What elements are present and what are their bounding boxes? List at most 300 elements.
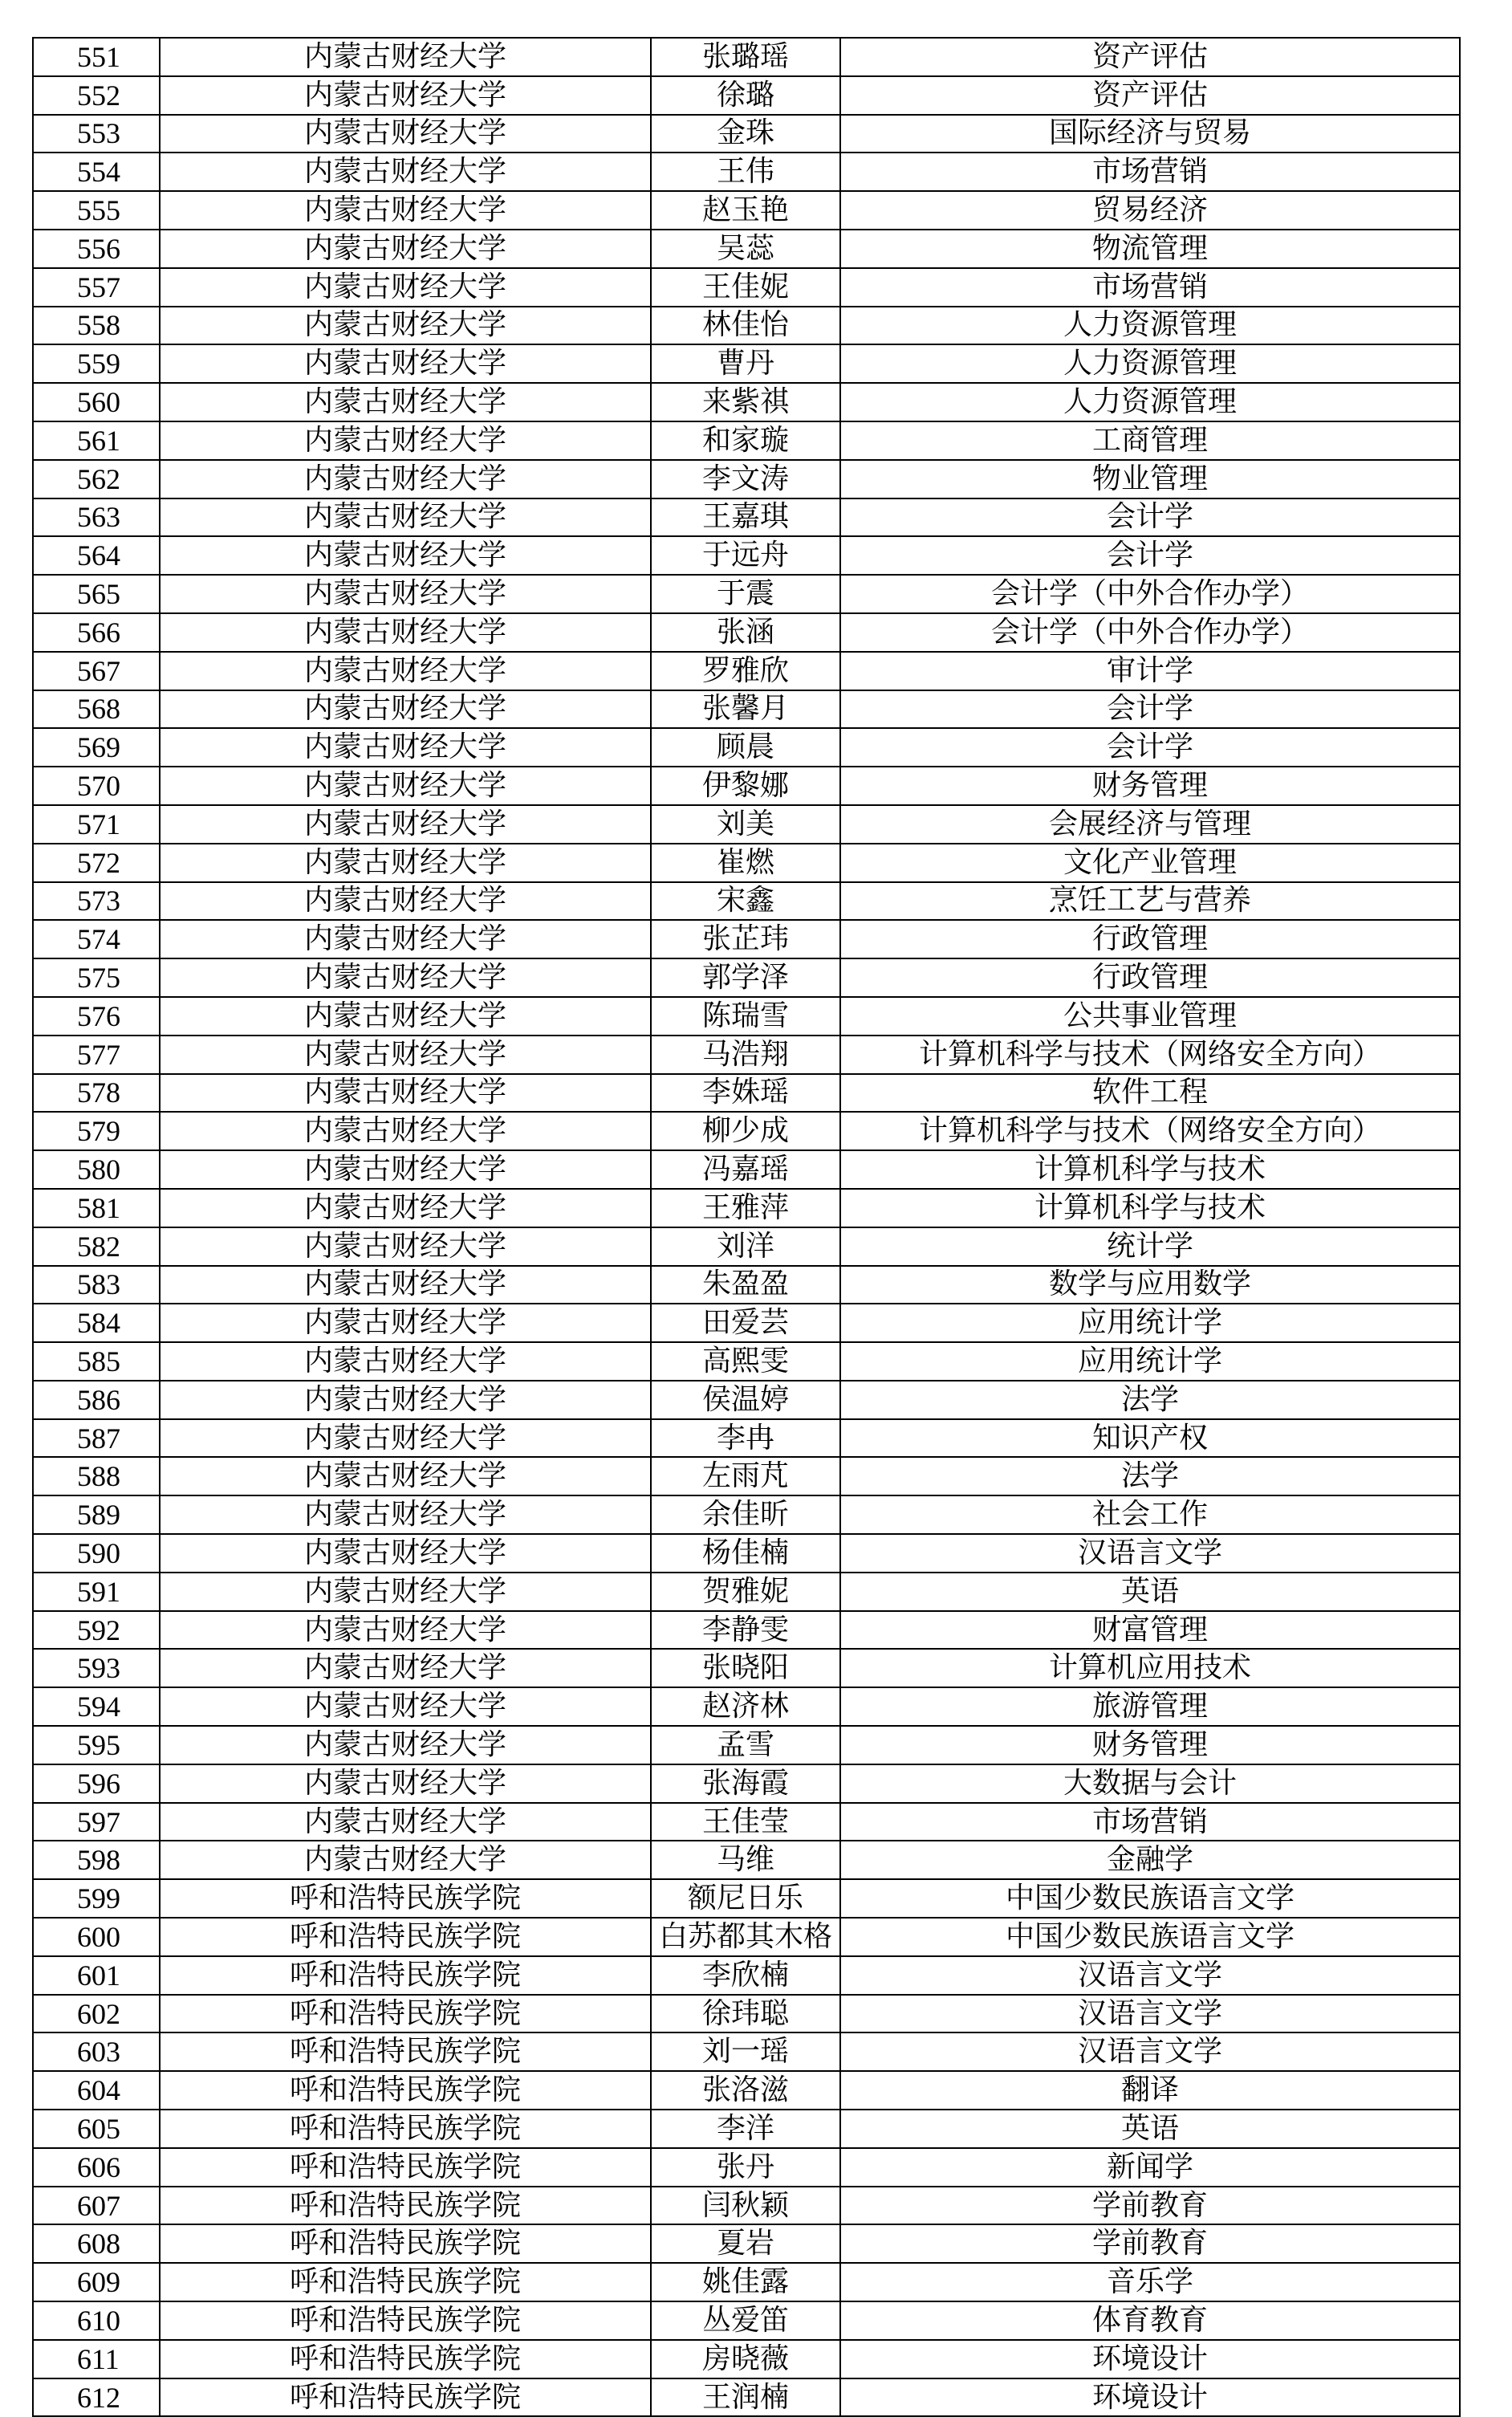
school-cell: 内蒙古财经大学	[160, 767, 651, 805]
student-name-cell: 刘美	[651, 805, 840, 844]
school-cell: 内蒙古财经大学	[160, 1150, 651, 1189]
row-number-cell: 555	[33, 191, 160, 230]
row-number-cell: 605	[33, 2110, 160, 2148]
school-cell: 内蒙古财经大学	[160, 498, 651, 537]
table-row	[33, 767, 1460, 805]
row-number-cell: 558	[33, 307, 160, 345]
school-cell: 内蒙古财经大学	[160, 1189, 651, 1227]
school-cell: 呼和浩特民族学院	[160, 2148, 651, 2187]
major-cell: 行政管理	[840, 958, 1460, 997]
student-name-cell: 田爱芸	[651, 1304, 840, 1342]
major-cell: 会展经济与管理	[840, 805, 1460, 844]
row-number-cell: 568	[33, 690, 160, 729]
school-cell: 内蒙古财经大学	[160, 1381, 651, 1419]
school-cell: 内蒙古财经大学	[160, 153, 651, 191]
student-name-cell: 张馨月	[651, 690, 840, 729]
major-cell: 财富管理	[840, 1611, 1460, 1650]
major-cell: 英语	[840, 1573, 1460, 1611]
roster-sheet	[32, 37, 1459, 2417]
major-cell: 应用统计学	[840, 1304, 1460, 1342]
table-row	[33, 844, 1460, 882]
table-row	[33, 344, 1460, 383]
table-row	[33, 1266, 1460, 1304]
school-cell: 呼和浩特民族学院	[160, 2032, 651, 2071]
student-name-cell: 于远舟	[651, 536, 840, 575]
major-cell: 人力资源管理	[840, 344, 1460, 383]
row-number-cell: 585	[33, 1342, 160, 1381]
major-cell: 计算机科学与技术（网络安全方向）	[840, 1036, 1460, 1074]
school-cell: 呼和浩特民族学院	[160, 2263, 651, 2301]
major-cell: 人力资源管理	[840, 383, 1460, 421]
row-number-cell: 606	[33, 2148, 160, 2187]
school-cell: 内蒙古财经大学	[160, 652, 651, 690]
school-cell: 内蒙古财经大学	[160, 1227, 651, 1266]
table-row	[33, 1112, 1460, 1150]
table-row	[33, 690, 1460, 729]
row-number-cell: 596	[33, 1764, 160, 1803]
student-name-cell: 柳少成	[651, 1112, 840, 1150]
student-name-cell: 马维	[651, 1841, 840, 1879]
row-number-cell: 566	[33, 613, 160, 652]
table-row	[33, 498, 1460, 537]
table-row	[33, 575, 1460, 613]
major-cell: 计算机应用技术	[840, 1649, 1460, 1687]
major-cell: 计算机科学与技术（网络安全方向）	[840, 1112, 1460, 1150]
school-cell: 内蒙古财经大学	[160, 1841, 651, 1879]
table-row	[33, 2340, 1460, 2378]
school-cell: 内蒙古财经大学	[160, 191, 651, 230]
row-number-cell: 557	[33, 268, 160, 307]
major-cell: 物流管理	[840, 230, 1460, 268]
major-cell: 工商管理	[840, 421, 1460, 460]
school-cell: 内蒙古财经大学	[160, 115, 651, 153]
student-name-cell: 杨佳楠	[651, 1534, 840, 1573]
student-name-cell: 张丹	[651, 2148, 840, 2187]
row-number-cell: 574	[33, 920, 160, 958]
major-cell: 新闻学	[840, 2148, 1460, 2187]
school-cell: 内蒙古财经大学	[160, 1266, 651, 1304]
row-number-cell: 586	[33, 1381, 160, 1419]
major-cell: 行政管理	[840, 920, 1460, 958]
row-number-cell: 567	[33, 652, 160, 690]
student-name-cell: 夏岩	[651, 2224, 840, 2263]
student-name-cell: 郭学泽	[651, 958, 840, 997]
student-name-cell: 王伟	[651, 153, 840, 191]
row-number-cell: 600	[33, 1918, 160, 1956]
student-name-cell: 张璐瑶	[651, 38, 840, 76]
row-number-cell: 565	[33, 575, 160, 613]
student-name-cell: 额尼日乐	[651, 1879, 840, 1918]
table-row	[33, 307, 1460, 345]
table-row	[33, 460, 1460, 498]
major-cell: 市场营销	[840, 268, 1460, 307]
major-cell: 中国少数民族语言文学	[840, 1879, 1460, 1918]
roster-table-body	[33, 38, 1460, 2416]
row-number-cell: 552	[33, 76, 160, 115]
school-cell: 内蒙古财经大学	[160, 76, 651, 115]
major-cell: 贸易经济	[840, 191, 1460, 230]
school-cell: 内蒙古财经大学	[160, 421, 651, 460]
row-number-cell: 609	[33, 2263, 160, 2301]
student-name-cell: 张洛滋	[651, 2071, 840, 2110]
major-cell: 旅游管理	[840, 1687, 1460, 1726]
school-cell: 内蒙古财经大学	[160, 1611, 651, 1650]
row-number-cell: 580	[33, 1150, 160, 1189]
major-cell: 公共事业管理	[840, 997, 1460, 1036]
major-cell: 体育教育	[840, 2301, 1460, 2340]
row-number-cell: 590	[33, 1534, 160, 1573]
row-number-cell: 587	[33, 1419, 160, 1458]
row-number-cell: 570	[33, 767, 160, 805]
table-row	[33, 1150, 1460, 1189]
school-cell: 内蒙古财经大学	[160, 38, 651, 76]
student-name-cell: 丛爱笛	[651, 2301, 840, 2340]
table-row	[33, 805, 1460, 844]
roster-table	[32, 37, 1461, 2417]
major-cell: 人力资源管理	[840, 307, 1460, 345]
school-cell: 内蒙古财经大学	[160, 882, 651, 921]
table-row	[33, 2378, 1460, 2417]
student-name-cell: 左雨芃	[651, 1457, 840, 1495]
student-name-cell: 张海霞	[651, 1764, 840, 1803]
major-cell: 计算机科学与技术	[840, 1189, 1460, 1227]
student-name-cell: 刘洋	[651, 1227, 840, 1266]
row-number-cell: 598	[33, 1841, 160, 1879]
row-number-cell: 588	[33, 1457, 160, 1495]
row-number-cell: 589	[33, 1495, 160, 1534]
major-cell: 统计学	[840, 1227, 1460, 1266]
row-number-cell: 593	[33, 1649, 160, 1687]
major-cell: 学前教育	[840, 2224, 1460, 2263]
table-row	[33, 1381, 1460, 1419]
school-cell: 呼和浩特民族学院	[160, 2301, 651, 2340]
school-cell: 内蒙古财经大学	[160, 1573, 651, 1611]
major-cell: 翻译	[840, 2071, 1460, 2110]
table-row	[33, 1342, 1460, 1381]
row-number-cell: 562	[33, 460, 160, 498]
major-cell: 汉语言文学	[840, 1956, 1460, 1995]
major-cell: 应用统计学	[840, 1342, 1460, 1381]
major-cell: 市场营销	[840, 153, 1460, 191]
major-cell: 会计学	[840, 728, 1460, 767]
row-number-cell: 563	[33, 498, 160, 537]
table-row	[33, 115, 1460, 153]
major-cell: 音乐学	[840, 2263, 1460, 2301]
major-cell: 数学与应用数学	[840, 1266, 1460, 1304]
school-cell: 内蒙古财经大学	[160, 268, 651, 307]
table-row	[33, 1189, 1460, 1227]
row-number-cell: 573	[33, 882, 160, 921]
school-cell: 内蒙古财经大学	[160, 1803, 651, 1841]
school-cell: 内蒙古财经大学	[160, 728, 651, 767]
major-cell: 环境设计	[840, 2340, 1460, 2378]
row-number-cell: 561	[33, 421, 160, 460]
table-row	[33, 1227, 1460, 1266]
student-name-cell: 李冉	[651, 1419, 840, 1458]
row-number-cell: 604	[33, 2071, 160, 2110]
school-cell: 内蒙古财经大学	[160, 230, 651, 268]
major-cell: 会计学	[840, 498, 1460, 537]
table-row	[33, 1995, 1460, 2033]
table-row	[33, 1074, 1460, 1113]
student-name-cell: 高熙雯	[651, 1342, 840, 1381]
table-row	[33, 2187, 1460, 2225]
student-name-cell: 李姝瑶	[651, 1074, 840, 1113]
row-number-cell: 584	[33, 1304, 160, 1342]
table-row	[33, 1841, 1460, 1879]
major-cell: 物业管理	[840, 460, 1460, 498]
school-cell: 内蒙古财经大学	[160, 805, 651, 844]
major-cell: 汉语言文学	[840, 1995, 1460, 2033]
table-row	[33, 613, 1460, 652]
row-number-cell: 592	[33, 1611, 160, 1650]
row-number-cell: 597	[33, 1803, 160, 1841]
student-name-cell: 朱盈盈	[651, 1266, 840, 1304]
school-cell: 内蒙古财经大学	[160, 997, 651, 1036]
school-cell: 呼和浩特民族学院	[160, 2224, 651, 2263]
student-name-cell: 陈瑞雪	[651, 997, 840, 1036]
row-number-cell: 578	[33, 1074, 160, 1113]
school-cell: 内蒙古财经大学	[160, 1764, 651, 1803]
row-number-cell: 575	[33, 958, 160, 997]
school-cell: 呼和浩特民族学院	[160, 1956, 651, 1995]
school-cell: 内蒙古财经大学	[160, 1112, 651, 1150]
major-cell: 法学	[840, 1381, 1460, 1419]
row-number-cell: 594	[33, 1687, 160, 1726]
major-cell: 会计学（中外合作办学）	[840, 613, 1460, 652]
student-name-cell: 徐璐	[651, 76, 840, 115]
major-cell: 会计学	[840, 536, 1460, 575]
row-number-cell: 577	[33, 1036, 160, 1074]
student-name-cell: 伊黎娜	[651, 767, 840, 805]
student-name-cell: 冯嘉瑶	[651, 1150, 840, 1189]
major-cell: 会计学（中外合作办学）	[840, 575, 1460, 613]
student-name-cell: 刘一瑶	[651, 2032, 840, 2071]
school-cell: 内蒙古财经大学	[160, 1534, 651, 1573]
school-cell: 内蒙古财经大学	[160, 1457, 651, 1495]
row-number-cell: 560	[33, 383, 160, 421]
student-name-cell: 李静雯	[651, 1611, 840, 1650]
student-name-cell: 贺雅妮	[651, 1573, 840, 1611]
student-name-cell: 王佳莹	[651, 1803, 840, 1841]
row-number-cell: 612	[33, 2378, 160, 2417]
row-number-cell: 553	[33, 115, 160, 153]
major-cell: 审计学	[840, 652, 1460, 690]
row-number-cell: 559	[33, 344, 160, 383]
table-row	[33, 652, 1460, 690]
student-name-cell: 闫秋颖	[651, 2187, 840, 2225]
student-name-cell: 张芷玮	[651, 920, 840, 958]
student-name-cell: 崔燃	[651, 844, 840, 882]
row-number-cell: 564	[33, 536, 160, 575]
row-number-cell: 608	[33, 2224, 160, 2263]
school-cell: 内蒙古财经大学	[160, 460, 651, 498]
major-cell: 财务管理	[840, 1726, 1460, 1764]
student-name-cell: 房晓薇	[651, 2340, 840, 2378]
row-number-cell: 583	[33, 1266, 160, 1304]
student-name-cell: 顾晨	[651, 728, 840, 767]
table-row	[33, 2110, 1460, 2148]
table-row	[33, 383, 1460, 421]
school-cell: 呼和浩特民族学院	[160, 1918, 651, 1956]
row-number-cell: 571	[33, 805, 160, 844]
table-row	[33, 1687, 1460, 1726]
student-name-cell: 林佳怡	[651, 307, 840, 345]
school-cell: 内蒙古财经大学	[160, 1074, 651, 1113]
table-row	[33, 1649, 1460, 1687]
major-cell: 金融学	[840, 1841, 1460, 1879]
school-cell: 内蒙古财经大学	[160, 1036, 651, 1074]
major-cell: 市场营销	[840, 1803, 1460, 1841]
table-row	[33, 1573, 1460, 1611]
major-cell: 会计学	[840, 690, 1460, 729]
major-cell: 中国少数民族语言文学	[840, 1918, 1460, 1956]
school-cell: 内蒙古财经大学	[160, 1649, 651, 1687]
student-name-cell: 来紫祺	[651, 383, 840, 421]
school-cell: 内蒙古财经大学	[160, 575, 651, 613]
table-row	[33, 1918, 1460, 1956]
student-name-cell: 侯温婷	[651, 1381, 840, 1419]
school-cell: 内蒙古财经大学	[160, 613, 651, 652]
major-cell: 文化产业管理	[840, 844, 1460, 882]
table-row	[33, 1956, 1460, 1995]
school-cell: 内蒙古财经大学	[160, 1687, 651, 1726]
student-name-cell: 金珠	[651, 115, 840, 153]
school-cell: 内蒙古财经大学	[160, 1304, 651, 1342]
student-name-cell: 白苏都其木格	[651, 1918, 840, 1956]
table-row	[33, 38, 1460, 76]
major-cell: 英语	[840, 2110, 1460, 2148]
school-cell: 呼和浩特民族学院	[160, 2340, 651, 2378]
school-cell: 呼和浩特民族学院	[160, 2378, 651, 2417]
table-row	[33, 536, 1460, 575]
major-cell: 资产评估	[840, 76, 1460, 115]
row-number-cell: 599	[33, 1879, 160, 1918]
table-row	[33, 958, 1460, 997]
student-name-cell: 徐玮聪	[651, 1995, 840, 2033]
table-row	[33, 191, 1460, 230]
row-number-cell: 554	[33, 153, 160, 191]
table-row	[33, 1764, 1460, 1803]
table-row	[33, 2032, 1460, 2071]
major-cell: 国际经济与贸易	[840, 115, 1460, 153]
student-name-cell: 李洋	[651, 2110, 840, 2148]
table-row	[33, 153, 1460, 191]
student-name-cell: 于震	[651, 575, 840, 613]
school-cell: 内蒙古财经大学	[160, 690, 651, 729]
row-number-cell: 556	[33, 230, 160, 268]
row-number-cell: 607	[33, 2187, 160, 2225]
table-row	[33, 1611, 1460, 1650]
school-cell: 呼和浩特民族学院	[160, 2187, 651, 2225]
student-name-cell: 曹丹	[651, 344, 840, 383]
major-cell: 汉语言文学	[840, 1534, 1460, 1573]
table-row	[33, 421, 1460, 460]
student-name-cell: 王润楠	[651, 2378, 840, 2417]
table-row	[33, 2224, 1460, 2263]
student-name-cell: 王雅萍	[651, 1189, 840, 1227]
student-name-cell: 李欣楠	[651, 1956, 840, 1995]
school-cell: 内蒙古财经大学	[160, 920, 651, 958]
table-row	[33, 1726, 1460, 1764]
student-name-cell: 王佳妮	[651, 268, 840, 307]
row-number-cell: 610	[33, 2301, 160, 2340]
student-name-cell: 张晓阳	[651, 1649, 840, 1687]
table-row	[33, 76, 1460, 115]
major-cell: 大数据与会计	[840, 1764, 1460, 1803]
table-row	[33, 1036, 1460, 1074]
table-row	[33, 920, 1460, 958]
major-cell: 资产评估	[840, 38, 1460, 76]
school-cell: 内蒙古财经大学	[160, 383, 651, 421]
school-cell: 内蒙古财经大学	[160, 344, 651, 383]
school-cell: 呼和浩特民族学院	[160, 1879, 651, 1918]
major-cell: 财务管理	[840, 767, 1460, 805]
table-row	[33, 2263, 1460, 2301]
student-name-cell: 和家璇	[651, 421, 840, 460]
row-number-cell: 582	[33, 1227, 160, 1266]
student-name-cell: 余佳昕	[651, 1495, 840, 1534]
school-cell: 内蒙古财经大学	[160, 1342, 651, 1381]
row-number-cell: 602	[33, 1995, 160, 2033]
school-cell: 内蒙古财经大学	[160, 1419, 651, 1458]
student-name-cell: 张涵	[651, 613, 840, 652]
table-row	[33, 1495, 1460, 1534]
table-row	[33, 728, 1460, 767]
major-cell: 烹饪工艺与营养	[840, 882, 1460, 921]
school-cell: 呼和浩特民族学院	[160, 2071, 651, 2110]
row-number-cell: 551	[33, 38, 160, 76]
school-cell: 呼和浩特民族学院	[160, 1995, 651, 2033]
school-cell: 内蒙古财经大学	[160, 1495, 651, 1534]
student-name-cell: 李文涛	[651, 460, 840, 498]
major-cell: 汉语言文学	[840, 2032, 1460, 2071]
student-name-cell: 赵玉艳	[651, 191, 840, 230]
table-row	[33, 2071, 1460, 2110]
major-cell: 环境设计	[840, 2378, 1460, 2417]
school-cell: 内蒙古财经大学	[160, 844, 651, 882]
table-row	[33, 1419, 1460, 1458]
table-row	[33, 268, 1460, 307]
school-cell: 内蒙古财经大学	[160, 307, 651, 345]
school-cell: 内蒙古财经大学	[160, 1726, 651, 1764]
row-number-cell: 576	[33, 997, 160, 1036]
row-number-cell: 579	[33, 1112, 160, 1150]
school-cell: 内蒙古财经大学	[160, 536, 651, 575]
school-cell: 内蒙古财经大学	[160, 958, 651, 997]
student-name-cell: 宋鑫	[651, 882, 840, 921]
major-cell: 社会工作	[840, 1495, 1460, 1534]
row-number-cell: 611	[33, 2340, 160, 2378]
row-number-cell: 581	[33, 1189, 160, 1227]
student-name-cell: 赵济林	[651, 1687, 840, 1726]
major-cell: 软件工程	[840, 1074, 1460, 1113]
student-name-cell: 吴蕊	[651, 230, 840, 268]
table-row	[33, 1803, 1460, 1841]
table-row	[33, 882, 1460, 921]
major-cell: 学前教育	[840, 2187, 1460, 2225]
major-cell: 计算机科学与技术	[840, 1150, 1460, 1189]
table-row	[33, 2148, 1460, 2187]
row-number-cell: 572	[33, 844, 160, 882]
table-row	[33, 1534, 1460, 1573]
row-number-cell: 601	[33, 1956, 160, 1995]
major-cell: 知识产权	[840, 1419, 1460, 1458]
row-number-cell: 603	[33, 2032, 160, 2071]
table-row	[33, 1457, 1460, 1495]
table-row	[33, 2301, 1460, 2340]
major-cell: 法学	[840, 1457, 1460, 1495]
